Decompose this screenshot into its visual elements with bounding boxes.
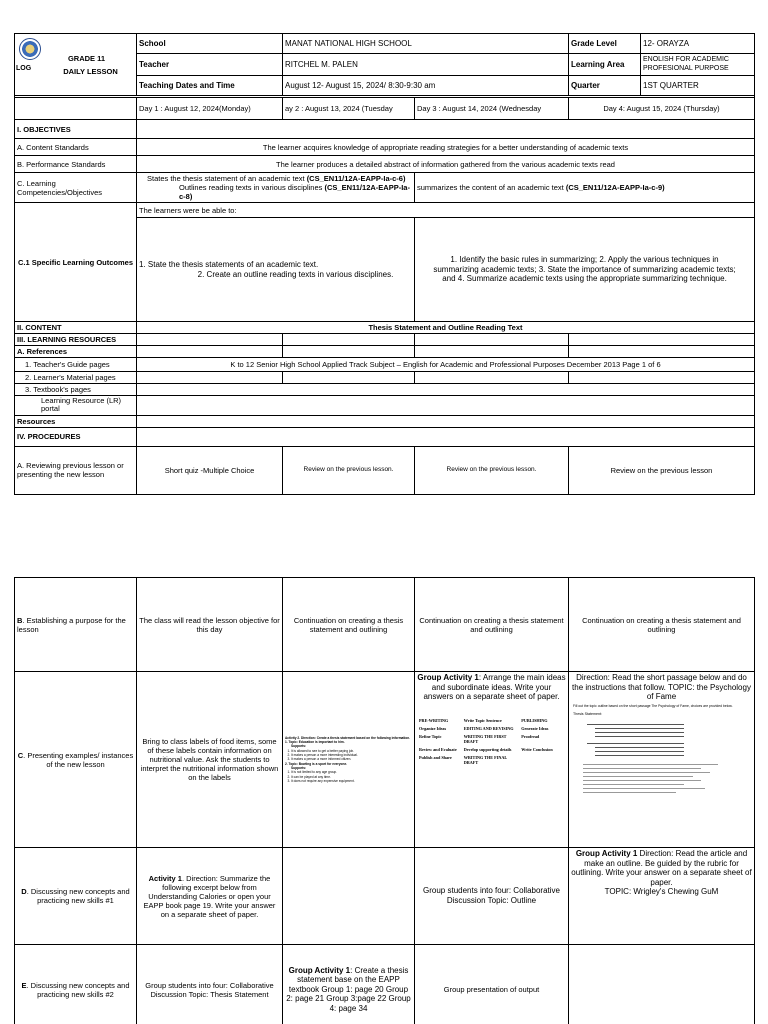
procedure-b-letter: B <box>17 615 23 625</box>
activity2-support-item: 1. It is allowed to see to get a better paying job. <box>291 749 412 753</box>
writing-process-word: Organize Ideas <box>419 725 447 731</box>
procedure-c-letter: C <box>17 750 24 760</box>
procedure-a-day2: Review on the previous lesson. <box>283 446 415 494</box>
competencies-day12 <box>137 173 415 203</box>
dates-value: August 12- August 15, 2024/ 8:30-9:30 am <box>283 76 569 96</box>
activity2-title: Activity 2. Direction: Create a thesis statement based on the following information. <box>285 735 411 740</box>
writing-process-word: Write Topic Sentence <box>463 717 502 723</box>
procedure-a-day4: Review on the previous lesson <box>569 446 755 494</box>
procedure-c-day1: Bring to class labels of food items, some of these labels contain information on nutritional value. Ask the students to interpret the nutritional information shown on the labels <box>137 672 283 848</box>
group-activity-text: : Arrange the main ideas and subordinate ideas. Write your answers on a separate sheet of paper. <box>423 673 566 702</box>
day4-header: Day 4: August 15, 2024 (Thursday) <box>569 98 755 120</box>
procedure-a-label: A. Reviewing previous lesson or presenting the new lesson <box>15 446 137 494</box>
day1-header: Day 1 : August 12, 2024(Monday) <box>137 98 283 120</box>
procedure-d-day3: Group students into four: Collaborative Discussion Topic: Outline <box>415 848 569 945</box>
content-value: Thesis Statement and Outline Reading Text <box>137 322 755 334</box>
writing-process-word: PUBLISHING <box>521 717 548 723</box>
references-heading: A. References <box>15 346 137 358</box>
procedure-b-day2: Continuation on creating a thesis statement and outlining <box>283 578 415 672</box>
procedure-c-day3 <box>415 672 569 848</box>
quarter-value: 1ST QUARTER <box>641 76 755 96</box>
other-resources-label: Resources <box>15 415 137 427</box>
teacher-label: Teacher <box>137 54 283 76</box>
procedure-d-letter: D <box>21 887 27 896</box>
teachers-guide-label: 1. Teacher's Guide pages <box>15 358 137 372</box>
procedure-d-text: . Discussing new concepts and practicing new skills #1 <box>26 887 130 905</box>
fame-choices-block <box>571 759 752 796</box>
dll-header-table <box>14 33 755 106</box>
writing-process-word: Write Conclusion <box>521 746 553 752</box>
learning-resources-heading: III. LEARNING RESOURCES <box>15 334 137 346</box>
comp-day1-text: States the thesis statement of an academic text <box>147 174 305 183</box>
dll-main-table <box>14 97 755 495</box>
activity2-support-item: 1. It is not limited to any age group. <box>291 770 412 774</box>
writing-process-word: Refine Topic <box>419 733 442 739</box>
procedure-b-day3: Continuation on creating a thesis statement and outlining <box>415 578 569 672</box>
competencies-day34 <box>415 173 755 203</box>
writing-process-word: WRITING THE FIRST DRAFT <box>463 733 507 744</box>
lr-portal-text: Learning Resource (LR) portal <box>41 396 122 414</box>
performance-standards-value: The learner produces a detailed abstract of information gathered from the various academic texts read <box>137 156 755 173</box>
grade-level-value: 12- ORAYZA <box>641 34 755 54</box>
activity2-support-item: 2. It makes a person a more interesting individual. <box>291 753 412 757</box>
activity2-support-item: 3. It makes a person a more informed citizen. <box>291 757 412 761</box>
group-activity-e-text: : Create a thesis statement base on the EAPP textbook Group 1: page 20 Group 2: page 21 Group 3:page 22 Group 4: page 34 <box>286 965 411 1013</box>
writing-process-word: Publish and Share <box>419 754 452 760</box>
specific-outcomes-day34: 1. Identify the basic rules in summarizing; 2. Apply the various techniques in summarizing academic texts; 3. State the importance of summarizing academic texts; and 4. Summarize academic texts using the appropriate summarizing technique. <box>415 218 755 322</box>
procedure-d-day1 <box>137 848 283 945</box>
activity2-support-item: 3. It does not require any expensive equipment. <box>291 779 412 783</box>
specific-left-2: 2. Create an outline reading texts in various disciplines. <box>197 269 394 279</box>
school-label: School <box>137 34 283 54</box>
specific-outcomes-label: C.1 Specific Learning Outcomes <box>15 203 137 322</box>
content-standards-value: The learner acquires knowledge of appropriate reading strategies for a better understanding of academic texts <box>137 139 755 156</box>
log-label: LOG <box>16 65 32 72</box>
procedure-a-day1: Short quiz -Multiple Choice <box>137 446 283 494</box>
procedure-c-day4 <box>569 672 755 848</box>
learners-material-label: 2. Learner's Material pages <box>15 372 137 384</box>
procedure-e-label <box>15 945 137 1024</box>
fame-sub-instruction: Fill out the topic outline based on the short passage The Psychology of Fame, choices are provided below. <box>573 703 733 708</box>
textbook-label: 3. Textbook's pages <box>15 384 137 396</box>
group-activity-d-head: Group Activity 1 <box>575 849 638 858</box>
content-heading: II. CONTENT <box>15 322 137 334</box>
activity2-supports-1: Supports: <box>291 744 307 749</box>
performance-standards-label: B. Performance Standards <box>15 156 137 173</box>
writing-process-word: Develop supporting details <box>463 746 512 752</box>
group-activity-e-head: Group Activity 1 <box>288 965 351 975</box>
writing-process-word: Proofread <box>521 733 540 739</box>
comp-day1-code: (CS_EN11/12A-EAPP-Ia-c-6) <box>306 174 406 183</box>
teacher-value: RITCHEL M. PALEN <box>283 54 569 76</box>
dll-procedures-table <box>14 577 755 1024</box>
activity1-head: Activity 1 <box>148 873 182 883</box>
day2-header: ay 2 : August 13, 2024 (Tuesday <box>283 98 415 120</box>
procedure-c-text: . Presenting examples/ instances of the new lesson <box>23 750 134 769</box>
procedure-b-label <box>15 578 137 672</box>
dll-title-cell <box>15 34 137 96</box>
writing-process-word-grid <box>417 718 566 765</box>
procedure-c-label <box>15 672 137 848</box>
procedure-d-label <box>15 848 137 945</box>
specific-outcomes-day12 <box>137 218 415 322</box>
procedure-b-day1: The class will read the lesson objective for this day <box>137 578 283 672</box>
writing-process-word: WRITING THE FINAL DRAFT <box>463 754 507 765</box>
group-activity-d-text: Direction: Read the article and make an outline. Be guided by the rubric for outlining. Write your answer on a separate sheet of paper. <box>571 849 752 887</box>
group-activity-d-topic: TOPIC: Wrigley's Chewing GuM <box>604 887 719 897</box>
procedure-e-day2 <box>283 945 415 1024</box>
dates-label: Teaching Dates and Time <box>137 76 283 96</box>
day3-header: Day 3 : August 14, 2024 (Wednesday <box>415 98 569 120</box>
activity2-support-item: 2. It can be played at any time. <box>291 775 412 779</box>
procedure-a-day3: Review on the previous lesson. <box>415 446 569 494</box>
content-standards-label: A. Content Standards <box>15 139 137 156</box>
writing-process-word: EDITING AND REVISING <box>463 725 514 731</box>
quarter-label: Quarter <box>569 76 641 96</box>
specific-left-1: 1. State the thesis statements of an academic text. <box>139 259 319 269</box>
activity2-topic2: 2. Topic: Bowling is a sport for everyone. <box>285 761 348 766</box>
lesson-type: DAILY LESSON <box>63 66 118 76</box>
comp-day2-text: Outlines reading texts in various disciplines <box>179 183 323 192</box>
grade-title: GRADE 11 <box>67 53 106 63</box>
activity1-text: . Direction: Summarize the following excerpt below from Understanding Calories or open your EAPP book page 19. Write your answer on a separate sheet of paper. <box>143 873 276 919</box>
learning-area-label: Learning Area <box>569 54 641 76</box>
teachers-guide-value: K to 12 Senior High School Applied Track Subject – English for Academic and Professional Purposes December 2013 Page 1 of 6 <box>137 358 755 372</box>
procedure-c-day2 <box>283 672 415 848</box>
procedure-b-text: . Establishing a purpose for the lesson <box>17 615 126 634</box>
writing-process-word: PRE-WRITING <box>419 717 449 723</box>
procedure-e-text: . Discussing new concepts and practicing new skills #2 <box>26 980 130 999</box>
objectives-heading: I. OBJECTIVES <box>15 120 137 139</box>
activity2-supports-2: Supports: <box>291 765 307 770</box>
grade-level-label: Grade Level <box>569 34 641 54</box>
deped-seal-icon <box>19 38 41 60</box>
procedures-heading: IV. PROCEDURES <box>15 427 137 446</box>
procedure-e-day3: Group presentation of output <box>415 945 569 1024</box>
lr-portal-label <box>15 396 137 416</box>
fame-outline-lines <box>571 719 752 759</box>
fame-direction: Direction: Read the short passage below and do the instructions that follow. TOPIC: the Psychology of Fame <box>572 673 751 702</box>
competencies-label: C. Learning Competencies/Objectives <box>15 173 137 203</box>
comp-day3-code: (CS_EN11/12A-EAPP-Ia-c-9) <box>565 183 665 192</box>
comp-day2-code: (CS_EN11/12A-EAPP-Ia-c-8) <box>179 183 410 201</box>
fame-thesis-label: Thesis Statement: <box>573 712 602 717</box>
procedure-e-letter: E <box>21 980 27 990</box>
writing-process-word: Review and Evaluate <box>419 746 457 752</box>
procedure-b-day4: Continuation on creating a thesis statement and outlining <box>569 578 755 672</box>
activity2-topic1: 1. Topic: Education is important to him. <box>285 740 345 745</box>
group-activity-head: Group Activity 1 <box>417 673 479 682</box>
learners-able-to: The learners were be able to: <box>137 203 755 218</box>
school-value: MANAT NATIONAL HIGH SCHOOL <box>283 34 569 54</box>
procedure-d-day4 <box>569 848 755 945</box>
learning-area-value: ENOLISH FOR ACADEMIC PROFESIONAL PURPOSE <box>641 54 755 76</box>
writing-process-word: Generate Ideas <box>521 725 549 731</box>
procedure-e-day1: Group students into four: Collaborative Discussion Topic: Thesis Statement <box>137 945 283 1024</box>
comp-day3-text: summarizes the content of an academic text <box>417 183 564 192</box>
